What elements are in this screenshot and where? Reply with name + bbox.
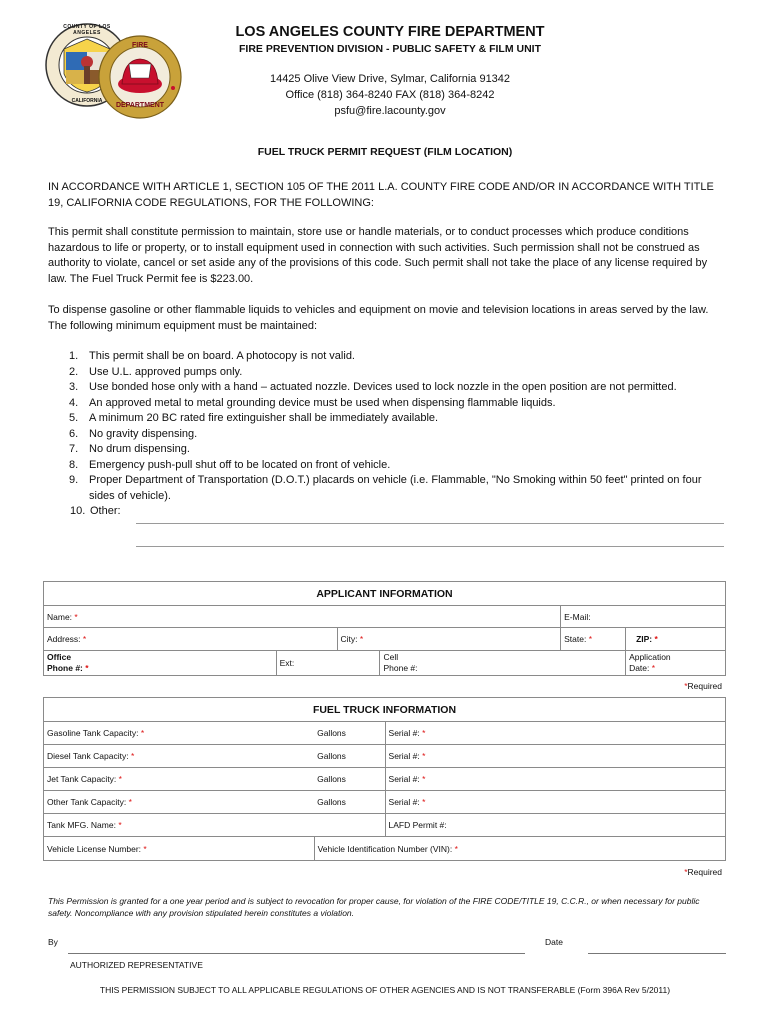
office-phone-field[interactable]: Office Phone #: * [44,651,277,676]
fuel-truck-info-table [43,697,726,861]
division-title: FIRE PREVENTION DIVISION - PUBLIC SAFETY & FILM UNIT [239,43,541,55]
phone-line: Office (818) 364-8240 FAX (818) 364-8242 [285,89,495,101]
gasoline-serial-field[interactable]: Serial #: * [385,722,725,745]
cell-phone-field[interactable]: Cell Phone #: [380,651,626,676]
badge-bottom-text: DEPARTMENT [115,102,165,109]
requirement-item: 1. This permit shall be on board. A photocopy is not valid. [69,350,355,362]
requirement-item: 5. A minimum 20 BC rated fire extinguisher shall be immediately available. [69,412,439,424]
dispense-paragraph: To dispense gasoline or other flammable liquids to vehicles and equipment on movie and television locations in areas served by the law. The following minimum equipment must be maintained: [48,304,709,332]
vehicle-license-field[interactable]: Vehicle License Number: * [44,837,315,861]
signature-line[interactable] [68,953,525,954]
jet-gallons-label: Gallons [314,768,385,791]
footer-note: THIS PERMISSION SUBJECT TO ALL APPLICABLE REGULATIONS OF OTHER AGENCIES AND IS NOT TRANSFERABLE (Form 396A Rev 5/2011) [99,985,671,995]
other-line-1[interactable] [136,523,724,524]
other-serial-field[interactable]: Serial #: * [385,791,725,814]
address-line: 14425 Olive View Drive, Sylmar, California 91342 [269,73,511,85]
fuel-truck-info-heading: FUEL TRUCK INFORMATION [44,698,726,722]
requirements-list [48,349,728,520]
gasoline-capacity-field[interactable]: Gasoline Tank Capacity: * [44,722,315,745]
authorized-representative-label: AUTHORIZED REPRESENTATIVE [70,960,203,970]
email-field[interactable]: E-Mail: [561,606,726,628]
required-note-applicant: *Required [684,681,722,691]
by-label: By [48,937,58,947]
applicant-info-heading: APPLICANT INFORMATION [44,582,726,606]
diesel-gallons-label: Gallons [314,745,385,768]
ext-field[interactable]: Ext: [276,651,380,676]
intro-paragraph: IN ACCORDANCE WITH ARTICLE 1, SECTION 105 OF THE 2011 L.A. COUNTY FIRE CODE AND/OR IN ACCORDANCE WITH TITLE 19, CALIFORNIA CODE REGULATIONS, FOR THE FOLLOWING: [48,181,714,209]
state-field[interactable]: State: * [561,628,626,651]
lafd-permit-field[interactable]: LAFD Permit #: [385,814,725,837]
fire-department-badge [97,34,183,120]
form-title: FUEL TRUCK PERMIT REQUEST (FILM LOCATION) [257,146,513,158]
jet-serial-field[interactable]: Serial #: * [385,768,725,791]
permission-paragraph: This Permission is granted for a one year period and is subject to revocation for proper cause, for violation of the FIRE CODE/TITLE 19, C.C.R., or when necessary for public safety. Noncompliance with any provision stipulated herein constitutes a violation. [48,896,700,918]
requirement-item: 8. Emergency push-pull shut off to be located on front of vehicle. [69,458,391,471]
date-line[interactable] [588,953,726,954]
diesel-capacity-field[interactable]: Diesel Tank Capacity: * [44,745,315,768]
seal-bottom-text: CALIFORNIA [71,98,103,104]
applicant-info-table [43,581,726,676]
address-field[interactable]: Address: * [44,628,338,651]
application-date-field[interactable]: Application Date: * [626,651,726,676]
vin-field[interactable]: Vehicle Identification Number (VIN): * [314,837,725,861]
requirement-item: 9. Proper Department of Transportation (D.O.T.) placards on vehicle (i.e. Flammable, "No Smoking within 50 feet" printed on four sides of vehicle). [69,474,702,502]
city-field[interactable]: City: * [337,628,561,651]
date-label: Date [545,937,563,947]
other-capacity-field[interactable]: Other Tank Capacity: * [44,791,315,814]
requirement-item: 10. Other: [70,505,121,517]
other-line-2[interactable] [136,546,724,547]
gasoline-gallons-label: Gallons [314,722,385,745]
other-gallons-label: Gallons [314,791,385,814]
badge-top-text: FIRE [132,42,148,49]
requirement-item: 7. No drum dispensing. [69,443,190,455]
name-field[interactable]: Name: * [44,606,561,628]
email-line: psfu@fire.lacounty.gov [334,105,446,117]
department-title: LOS ANGELES COUNTY FIRE DEPARTMENT [235,24,545,40]
tank-mfg-field[interactable]: Tank MFG. Name: * [44,814,386,837]
zip-field[interactable]: ZIP: * [626,628,726,651]
requirement-item: 2. Use U.L. approved pumps only. [69,365,243,378]
seal-top-text: COUNTY OF LOS ANGELES [63,24,111,36]
required-note-fuel: *Required [684,867,722,877]
jet-capacity-field[interactable]: Jet Tank Capacity: * [44,768,315,791]
permit-paragraph: This permit shall constitute permission to maintain, store use or handle materials, or to conduct processes which produce conditions hazardous to life or property, or to install equipment used in connection with such activities. Such permission shall not be construed as authority to violate, cancel or set aside any of the provisions of this code. Such permit shall not take the place of any license required by law. The Fuel Truck Permit fee is $223.00. [48,226,708,285]
requirement-item: 6. No gravity dispensing. [69,427,198,440]
diesel-serial-field[interactable]: Serial #: * [385,745,725,768]
requirement-item: 3. Use bonded hose only with a hand – actuated nozzle. Devices used to lock nozzle in the open position are not permitted. [69,381,677,393]
requirement-item: 4. An approved metal to metal grounding device must be used when dispensing flammable liquids. [69,396,556,409]
